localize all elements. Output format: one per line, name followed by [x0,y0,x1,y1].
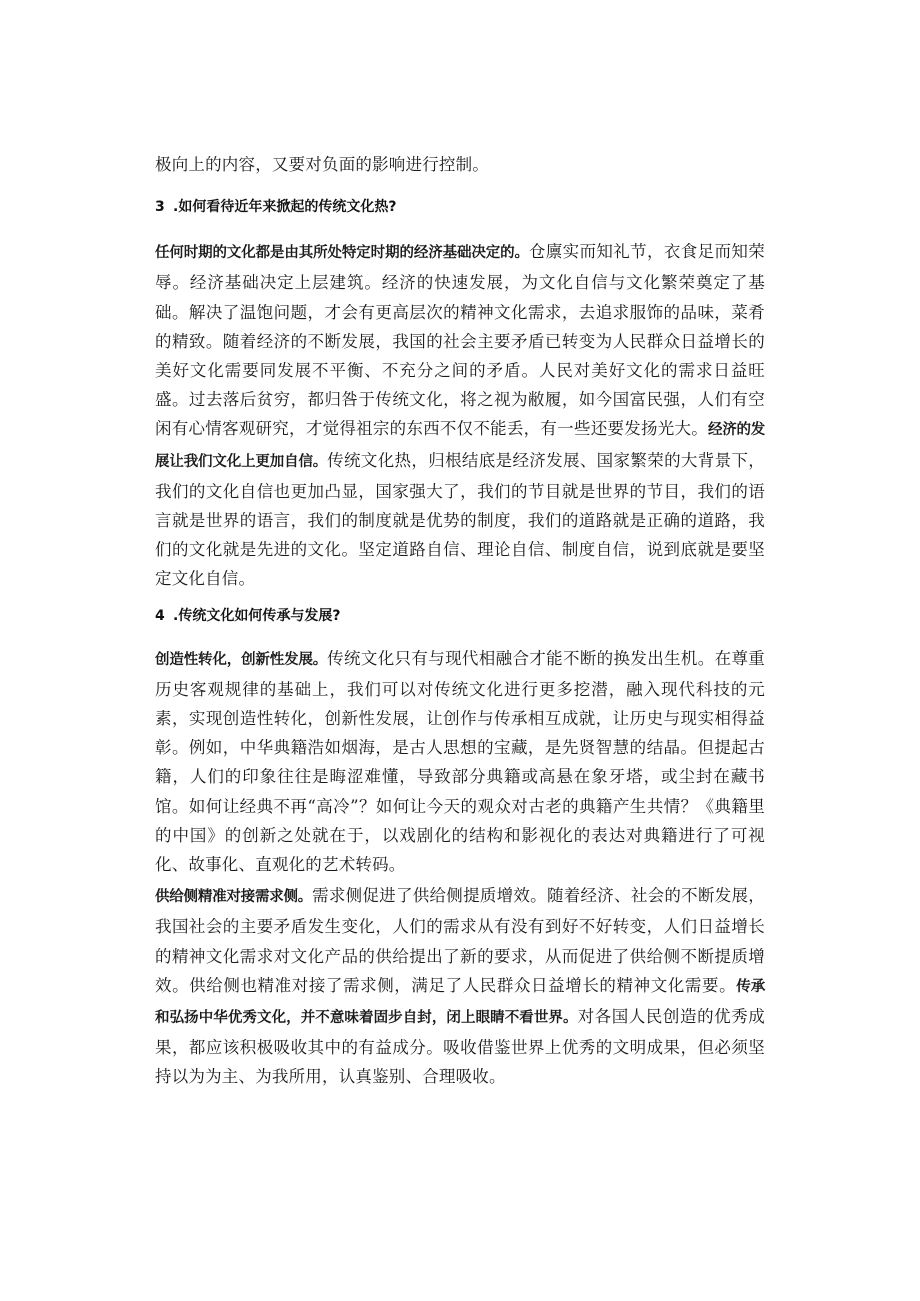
section-4-number: 4 [155,607,165,624]
section-3-heading [155,197,765,217]
section-3-paragraph [155,237,765,593]
section-3-body-2: 传统文化热，归根结底是经济发展、国家繁荣的大背景下，我们的文化自信也更加凸显，国家强大了，我们的节目就是世界的节目，我们的语言就是世界的语言，我们的制度就是优势的制度，我们的道路就是正确的道路，我们的文化就是先进的文化。坚定道路自信、理论自信、制度自信，说到底就是要坚定文化自信。 [155,450,765,589]
section-4-para-2-body-1: 需求侧促进了供给侧提质增效。随着经济、社会的不断发展，我国社会的主要矛盾发生变化，人们的需求从有没有到好不好转变，人们日益增长的精神文化需求对文化产品的供给提出了新的要求，从而促进了供给侧不断提质增效。供给侧也精准对接了需求侧，满足了人民群众日益增长的精神文化需要。 [155,886,765,995]
section-4-para-2-lead: 供给侧精准对接需求侧。 [155,889,313,906]
document-page [155,150,765,1092]
section-4-para-2-body-2: 对各国人民创造的优秀成果，都应该积极吸收其中的有益成分。吸收借鉴世界上优秀的文明成果，但必须坚持以为为主、为我所用，认真鉴别、合理吸收。 [155,1007,765,1087]
section-4-para-1-body: 传统文化只有与现代相融合才能不断的换发出生机。在尊重历史客观规律的基础上，我们可以对传统文化进行更多挖潜，融入现代科技的元素，实现创造性转化，创新性发展，让创作与传承相互成就，让历史与现实相得益彰。例如，中华典籍浩如烟海，是古人思想的宝藏，是先贤智慧的结晶。但提起古籍，人们的印象往往是晦涩难懂，导致部分典籍或高悬在象牙塔，或尘封在藏书馆。如何让经典不再“高冷”？如何让今天的观众对古老的典籍产生共情？《典籍里的中国》的创新之处就在于，以戏剧化的结构和影视化的表达对典籍进行了可视化、故事化、直观化的艺术转码。 [155,648,765,875]
section-4-paragraph-2 [155,881,765,1091]
section-3-body-1: 仓廪实而知礼节，衣食足而知荣辱。经济基础决定上层建筑。经济的快速发展，为文化自信与文化繁荣奠定了基础。解决了温饱问题，才会有更高层次的精神文化需求，去追求服饰的品味，菜肴的精致。随着经济的不断发展，我国的社会主要矛盾已转变为人民群众日益增长的美好文化需要同发展不平衡、不充分之间的矛盾。人民对美好文化的需求日益旺盛。过去落后贫穷，都归咎于传统文化，将之视为敝履，如今国富民强，人们有空闲有心情客观研究，才觉得祖宗的东西不仅不能丢，有一些还要发扬光大。 [155,242,765,439]
section-3-title: .如何看待近年来掀起的传统文化热? [173,199,397,216]
section-3-number: 3 [155,199,165,216]
section-4-paragraph-1 [155,644,765,880]
intro-text: 极向上的内容，又要对负面的影响进行控制。 [155,155,489,174]
section-3-lead-2: 经济的发展让我们文化上更加自信。 [155,422,765,470]
section-3-lead-1: 任何时期的文化都是由其所处特定时期的经济基础决定的。 [155,245,529,262]
section-4-para-1-lead: 创造性转化，创新性发展。 [155,651,328,668]
intro-paragraph [155,150,765,179]
section-4-para-2-lead-2: 传承和弘扬中华优秀文化，并不意味着固步自封，闭上眼睛不看世界。 [155,978,765,1027]
section-4-heading [155,606,765,626]
section-4-title: .传统文化如何传承与发展? [173,607,341,624]
